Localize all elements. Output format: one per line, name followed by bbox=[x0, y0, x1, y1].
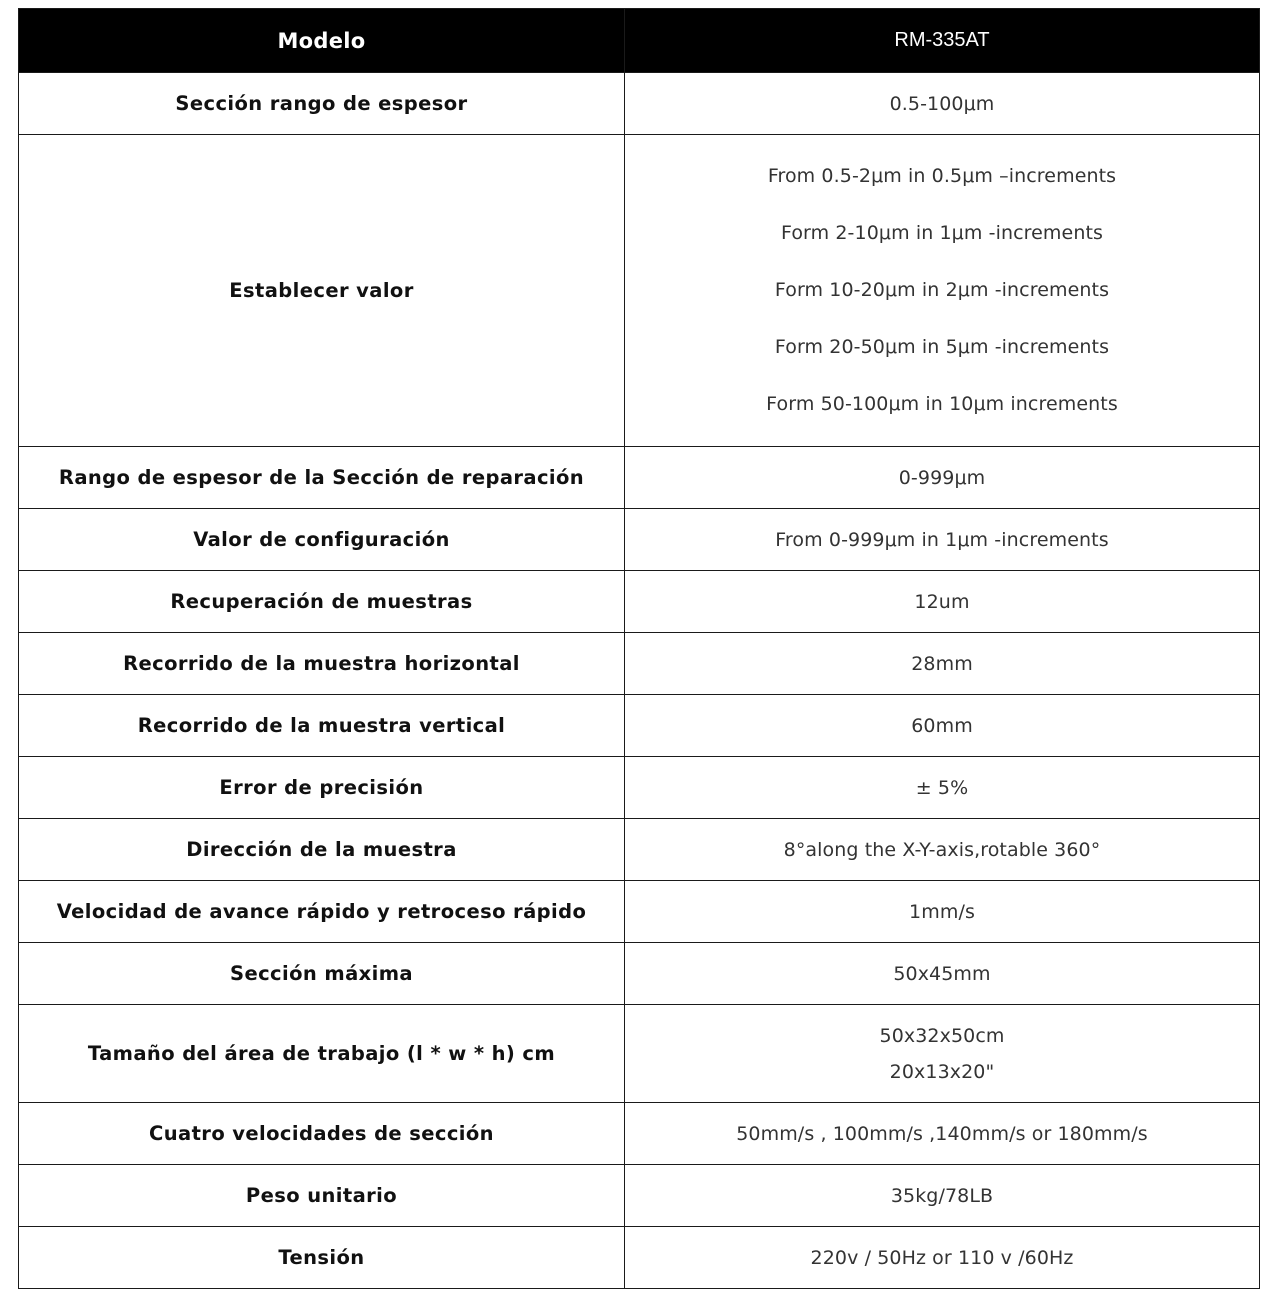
row-label: Tamaño del área de trabajo (l * w * h) cm bbox=[19, 1005, 625, 1103]
row-label: Dirección de la muestra bbox=[19, 819, 625, 881]
row-value-list bbox=[625, 135, 1260, 447]
row-value: 60mm bbox=[625, 695, 1260, 757]
row-value-line: Form 20-50μm in 5μm -increments bbox=[774, 336, 1110, 358]
row-label: Tensión bbox=[19, 1227, 625, 1289]
table-row bbox=[19, 819, 1260, 881]
row-value: ± 5% bbox=[625, 757, 1260, 819]
table-row bbox=[19, 135, 1260, 447]
table-row bbox=[19, 695, 1260, 757]
row-value-line: Form 2-10μm in 1μm -increments bbox=[780, 222, 1104, 244]
table-row bbox=[19, 447, 1260, 509]
row-label: Recorrido de la muestra vertical bbox=[19, 695, 625, 757]
row-value: 1mm/s bbox=[625, 881, 1260, 943]
row-value: 50mm/s , 100mm/s ,140mm/s or 180mm/s bbox=[625, 1103, 1260, 1165]
row-label: Establecer valor bbox=[19, 135, 625, 447]
row-value: 8°along the X-Y-axis,rotable 360° bbox=[625, 819, 1260, 881]
row-value-line: 50x32x50cm bbox=[879, 1024, 1005, 1047]
row-label: Velocidad de avance rápido y retroceso rápido bbox=[19, 881, 625, 943]
row-label: Peso unitario bbox=[19, 1165, 625, 1227]
header-label: Modelo bbox=[19, 9, 625, 73]
table-row bbox=[19, 943, 1260, 1005]
table-row bbox=[19, 509, 1260, 571]
header-value: RM-335AT bbox=[625, 9, 1260, 73]
row-label: Cuatro velocidades de sección bbox=[19, 1103, 625, 1165]
table-row bbox=[19, 1103, 1260, 1165]
row-label: Sección máxima bbox=[19, 943, 625, 1005]
table-row bbox=[19, 1165, 1260, 1227]
row-value-line: Form 50-100μm in 10μm increments bbox=[766, 393, 1118, 415]
table-row bbox=[19, 1227, 1260, 1289]
row-value: 50x45mm bbox=[625, 943, 1260, 1005]
table-row bbox=[19, 73, 1260, 135]
row-label: Valor de configuración bbox=[19, 509, 625, 571]
row-label: Recorrido de la muestra horizontal bbox=[19, 633, 625, 695]
row-value: 35kg/78LB bbox=[625, 1165, 1260, 1227]
table-row bbox=[19, 1005, 1260, 1103]
table-row bbox=[19, 571, 1260, 633]
row-label: Sección rango de espesor bbox=[19, 73, 625, 135]
row-value: 0-999μm bbox=[625, 447, 1260, 509]
row-value: 220v / 50Hz or 110 v /60Hz bbox=[625, 1227, 1260, 1289]
row-label: Error de precisión bbox=[19, 757, 625, 819]
row-value-line: 20x13x20" bbox=[889, 1060, 995, 1083]
row-value: From 0-999μm in 1μm -increments bbox=[625, 509, 1260, 571]
row-value-line: From 0.5-2μm in 0.5μm –increments bbox=[767, 165, 1117, 187]
row-value-list bbox=[625, 1005, 1260, 1103]
spec-table bbox=[18, 8, 1260, 1289]
table-row bbox=[19, 881, 1260, 943]
table-header-row bbox=[19, 9, 1260, 73]
row-value: 12um bbox=[625, 571, 1260, 633]
row-value: 0.5-100μm bbox=[625, 73, 1260, 135]
row-label: Recuperación de muestras bbox=[19, 571, 625, 633]
table-row bbox=[19, 633, 1260, 695]
table-row bbox=[19, 757, 1260, 819]
row-label: Rango de espesor de la Sección de reparación bbox=[19, 447, 625, 509]
row-value: 28mm bbox=[625, 633, 1260, 695]
row-value-line: Form 10-20μm in 2μm -increments bbox=[774, 279, 1110, 301]
